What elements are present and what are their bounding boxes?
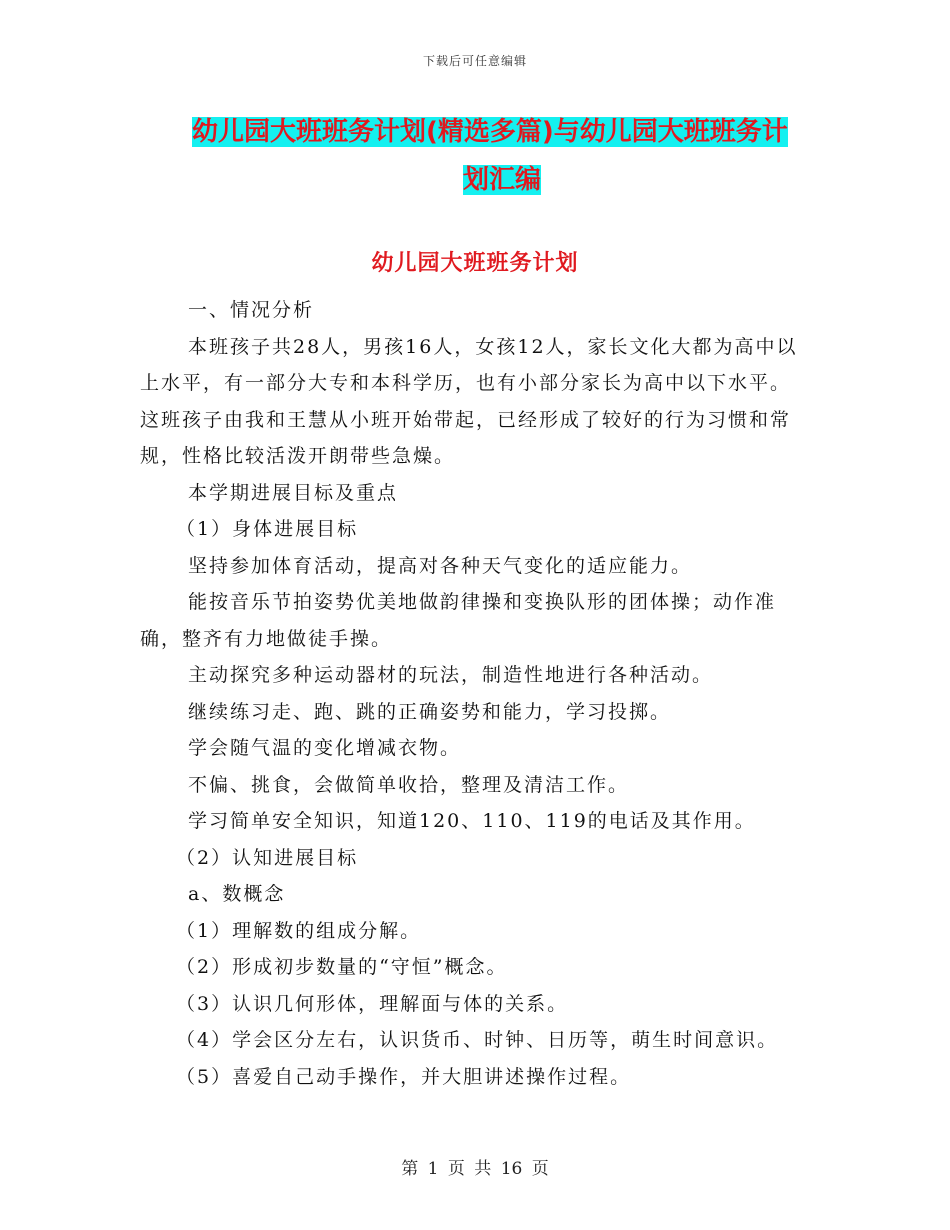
paragraph: a、数概念 <box>188 883 286 905</box>
document-title-line1: 幼儿园大班班务计划(精选多篇)与幼儿园大班班务计 <box>192 117 788 147</box>
paragraph: 不偏、挑食，会做简单收拾，整理及清洁工作。 <box>188 773 630 796</box>
section-title: 幼儿园大班班务计划 <box>371 251 579 276</box>
paragraph: 主动探究多种运动器材的玩法，制造性地进行各种活动。 <box>188 664 714 686</box>
list-item: （2）形成初步数量的“守恒”概念。 <box>176 956 508 978</box>
paragraph-heading: 一、情况分析 <box>188 299 315 321</box>
paragraph: 坚持参加体育活动，提高对各种天气变化的适应能力。 <box>188 554 693 577</box>
document-title <box>192 108 812 204</box>
page-header-note: 下载后可任意编辑 <box>422 54 527 68</box>
list-item: （1）理解数的组成分解。 <box>176 919 422 942</box>
paragraph: 学会随气温的变化增减衣物。 <box>188 737 462 759</box>
list-item: （5）喜爱自己动手操作，并大胆讲述操作过程。 <box>176 1065 632 1088</box>
paragraph: 能按音乐节拍姿势优美地做韵律操和变换队形的团体操；动作准确，整齐有力地做徒手操。 <box>140 591 777 650</box>
document-title-line2: 划汇编 <box>462 165 541 195</box>
paragraph-subheading: （1）身体进展目标 <box>176 518 359 540</box>
paragraph: 继续练习走、跑、跳的正确姿势和能力，学习投掷。 <box>188 700 672 723</box>
paragraph: 学习简单安全知识，知道120、110、119的电话及其作用。 <box>188 810 756 832</box>
page-number: 第 1 页 共 16 页 <box>401 1159 549 1179</box>
paragraph-heading: 本学期进展目标及重点 <box>188 481 399 504</box>
list-item: （4）学会区分左右，认识货币、时钟、日历等，萌生时间意识。 <box>176 1029 779 1051</box>
list-item: （3）认识几何形体，理解面与体的关系。 <box>176 992 569 1015</box>
paragraph: 本班孩子共28人，男孩16人，女孩12人，家长文化大都为高中以上水平，有一部分大专和本科学历，也有小部分家长为高中以下水平。这班孩子由我和王慧从小班开始带起，已经形成了较好的行为习惯和常规，性格比较活泼开朗带些急燥。 <box>140 335 798 467</box>
paragraph-subheading: （2）认知进展目标 <box>176 846 359 869</box>
document-body <box>140 292 805 1095</box>
